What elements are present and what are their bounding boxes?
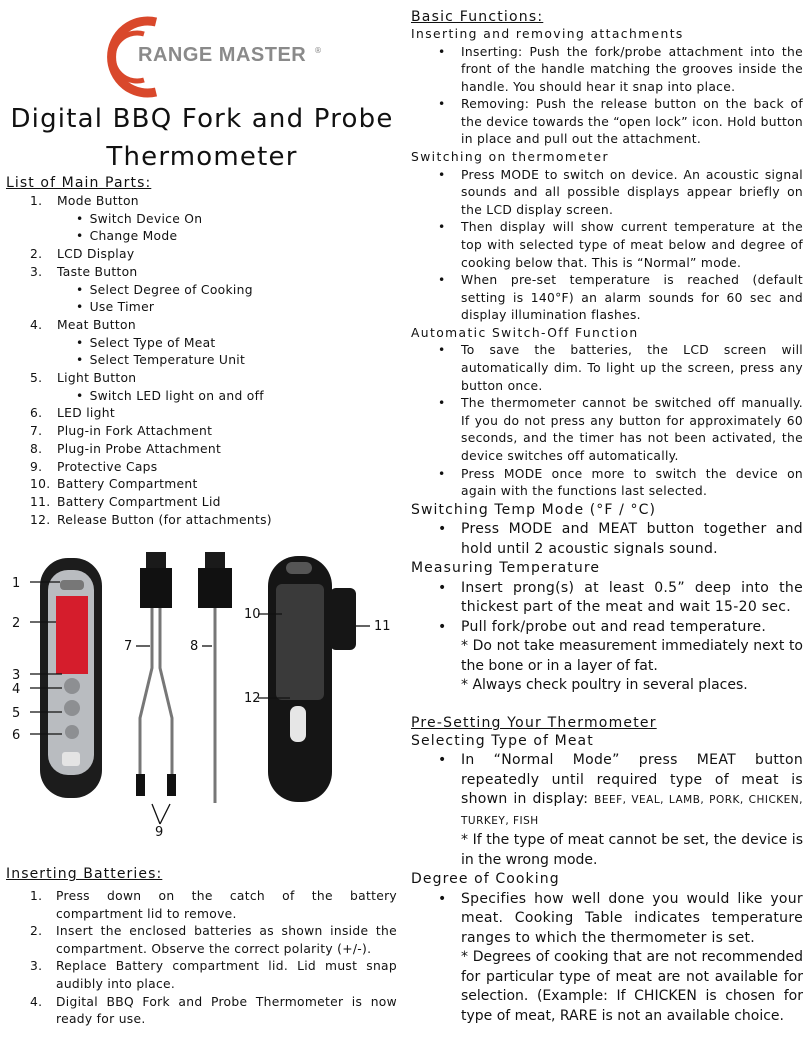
- photo-label-2: 2: [12, 616, 21, 631]
- fork-attachment-image: [136, 552, 176, 796]
- range-master-logo: [104, 16, 324, 98]
- part-label: Release Button (for attachments): [57, 512, 272, 527]
- part-sub-item: • Select Type of Meat: [30, 335, 272, 353]
- list-item: [30, 888, 397, 923]
- degree-note: * Degrees of cooking that are not recommended for particular type of meat are not available for selection. (Example: If CHICKEN is chosen for type of meat, RARE is not an available choice.: [461, 949, 803, 1024]
- degree-heading: Degree of Cooking: [411, 871, 560, 888]
- part-number: 11.: [30, 494, 51, 509]
- list-item: [30, 494, 272, 512]
- attachments-list: [411, 44, 803, 150]
- list-item: [30, 423, 272, 441]
- list-item: [30, 405, 272, 423]
- registered-mark: ®: [314, 46, 322, 55]
- part-number: 6.: [30, 406, 43, 421]
- part-number: 4.: [30, 317, 43, 332]
- list-item: • Press MODE to switch on device. An acoustic signal sounds and all possible displays appear briefly on the LCD display screen.: [411, 167, 803, 220]
- list-item: [411, 751, 803, 831]
- part-label: Plug-in Fork Attachment: [57, 424, 213, 439]
- step-number: 1.: [30, 889, 43, 903]
- photo-label-1: 1: [12, 576, 21, 591]
- part-label: Light Button: [57, 371, 137, 386]
- photo-label-3: 3: [12, 668, 21, 683]
- presetting-heading: Pre-Setting Your Thermometer: [411, 714, 657, 731]
- temp-mode-list: [411, 520, 803, 559]
- part-label: Battery Compartment: [57, 477, 198, 492]
- step-number: 2.: [30, 924, 43, 939]
- part-sub-item: • Change Mode: [30, 228, 272, 246]
- meat-type-options: BEEF, VEAL, LAMB, PORK, CHICKEN, TURKEY, FISH: [461, 794, 803, 827]
- list-item: • Pull fork/probe out and read temperature.: [411, 618, 803, 638]
- list-item: [30, 246, 272, 264]
- part-number: 9.: [30, 459, 43, 474]
- temp-mode-heading: Switching Temp Mode (°F / °C): [411, 501, 657, 518]
- list-item: • Specifies how well done you would like your meat. Cooking Table indicates temperature ranges to which the thermometer is set.: [411, 890, 803, 949]
- auto-off-list: [411, 342, 803, 500]
- list-item: • Insert prong(s) at least 0.5” deep into the thickest part of the meat and wait 15-20 sec.: [411, 579, 803, 618]
- product-photo: [0, 548, 404, 840]
- handle-back-image: [268, 556, 332, 802]
- right-column: [411, 8, 803, 1026]
- part-label: LED light: [57, 406, 115, 421]
- part-sub-item: • Use Timer: [30, 299, 272, 317]
- list-item: [30, 317, 272, 335]
- photo-label-7: 7: [124, 639, 133, 654]
- part-number: 5.: [30, 371, 43, 386]
- meat-type-text: In “Normal Mode” press MEAT button repeatedly until required type of meat is shown in display:: [461, 752, 803, 808]
- list-item: • Press MODE and MEAT button together and hold until 2 acoustic signals sound.: [411, 520, 803, 559]
- part-number: 10.: [30, 477, 51, 492]
- measuring-note: * Do not take measurement immediately next to the bone or in a layer of fat.: [461, 638, 803, 674]
- handle-front-image: [40, 558, 102, 798]
- list-item: [30, 994, 397, 1029]
- meat-type-list: [411, 751, 803, 831]
- part-label: Plug-in Probe Attachment: [57, 441, 222, 456]
- title-line-2: Thermometer: [106, 142, 298, 172]
- part-sub-item: • Select Temperature Unit: [30, 352, 272, 370]
- list-item: • When pre-set temperature is reached (default setting is 140°F) an alarm sounds for 60 sec and display illumination flashes.: [411, 272, 803, 325]
- batteries-list: [30, 888, 397, 1029]
- part-number: 7.: [30, 424, 43, 439]
- step-text: Press down on the catch of the battery compartment lid to remove.: [56, 889, 397, 921]
- measuring-list: [411, 579, 803, 638]
- part-sub-item: • Switch Device On: [30, 211, 272, 229]
- part-number: 3.: [30, 264, 43, 279]
- list-item: [30, 512, 272, 530]
- photo-label-4: 4: [12, 682, 21, 697]
- part-label: Meat Button: [57, 317, 136, 332]
- part-number: 2.: [30, 247, 43, 262]
- part-number: 8.: [30, 441, 43, 456]
- part-label: Taste Button: [57, 264, 138, 279]
- step-number: 4.: [30, 994, 43, 1009]
- main-parts-heading: List of Main Parts:: [6, 175, 152, 191]
- part-number: 12.: [30, 512, 51, 527]
- list-item: [30, 923, 397, 958]
- probe-attachment-image: [198, 552, 232, 803]
- logo-brand-text: RANGE MASTER: [138, 44, 307, 66]
- photo-label-9: 9: [155, 825, 164, 840]
- switching-on-list: [411, 167, 803, 325]
- title-line-1: Digital BBQ Fork and Probe: [10, 104, 394, 134]
- part-label: Battery Compartment Lid: [57, 494, 221, 509]
- part-sub-item: • Select Degree of Cooking: [30, 282, 272, 300]
- list-item: • Press MODE once more to switch the device on again with the functions last selected.: [411, 466, 803, 501]
- measuring-note: * Always check poultry in several places.: [461, 677, 748, 694]
- list-item: • Then display will show current temperature at the top with selected type of meat below and degree of cooking below that. This is “Normal” mode.: [411, 219, 803, 272]
- meat-type-heading: Selecting Type of Meat: [411, 732, 594, 749]
- main-parts-list: [30, 193, 272, 529]
- list-item: [30, 264, 272, 282]
- part-sub-item: • Switch LED light on and off: [30, 388, 272, 406]
- photo-label-5: 5: [12, 706, 21, 721]
- degree-list: [411, 890, 803, 949]
- photo-label-12: 12: [244, 691, 261, 706]
- meat-type-note: * If the type of meat cannot be set, the device is in the wrong mode.: [461, 832, 803, 868]
- list-item: • Removing: Push the release button on the back of the device towards the “open lock” icon. Hold button in place and pull out the attachment.: [411, 96, 803, 149]
- step-text: Insert the enclosed batteries as shown inside the compartment. Observe the correct polarity (+/-).: [56, 924, 397, 956]
- battery-lid-image: [330, 588, 356, 650]
- step-text: Digital BBQ Fork and Probe Thermometer is now ready for use.: [56, 994, 397, 1027]
- step-text: Replace Battery compartment lid. Lid must snap audibly into place.: [56, 959, 397, 991]
- auto-off-heading: Automatic Switch-Off Function: [411, 325, 639, 340]
- list-item: [30, 958, 397, 993]
- list-item: [30, 476, 272, 494]
- photo-label-10: 10: [244, 607, 261, 622]
- switching-on-heading: Switching on thermometer: [411, 150, 609, 165]
- part-label: Mode Button: [57, 194, 139, 208]
- part-label: Protective Caps: [57, 459, 158, 474]
- list-item: • Inserting: Push the fork/probe attachment into the front of the handle matching the grooves inside the handle. You should hear it snap into place.: [411, 44, 803, 97]
- step-number: 3.: [30, 959, 43, 974]
- part-label: LCD Display: [57, 247, 135, 262]
- list-item: [30, 193, 272, 211]
- basic-functions-heading: Basic Functions:: [411, 9, 544, 25]
- batteries-heading: Inserting Batteries:: [6, 866, 163, 882]
- list-item: • To save the batteries, the LCD screen will automatically dim. To light up the screen, press any button once.: [411, 342, 803, 395]
- list-item: • The thermometer cannot be switched off manually. If you do not press any button for approximately 60 seconds, and the timer has not been activated, the device switches off automatically.: [411, 395, 803, 465]
- attachments-heading: Inserting and removing attachments: [411, 27, 684, 41]
- list-item: [30, 370, 272, 388]
- measuring-heading: Measuring Temperature: [411, 560, 601, 577]
- list-item: [30, 441, 272, 459]
- photo-label-6: 6: [12, 728, 21, 743]
- document-title: [0, 100, 404, 176]
- photo-label-8: 8: [190, 639, 199, 654]
- list-item: [30, 459, 272, 477]
- photo-label-11: 11: [374, 619, 391, 634]
- part-number: 1.: [30, 194, 43, 208]
